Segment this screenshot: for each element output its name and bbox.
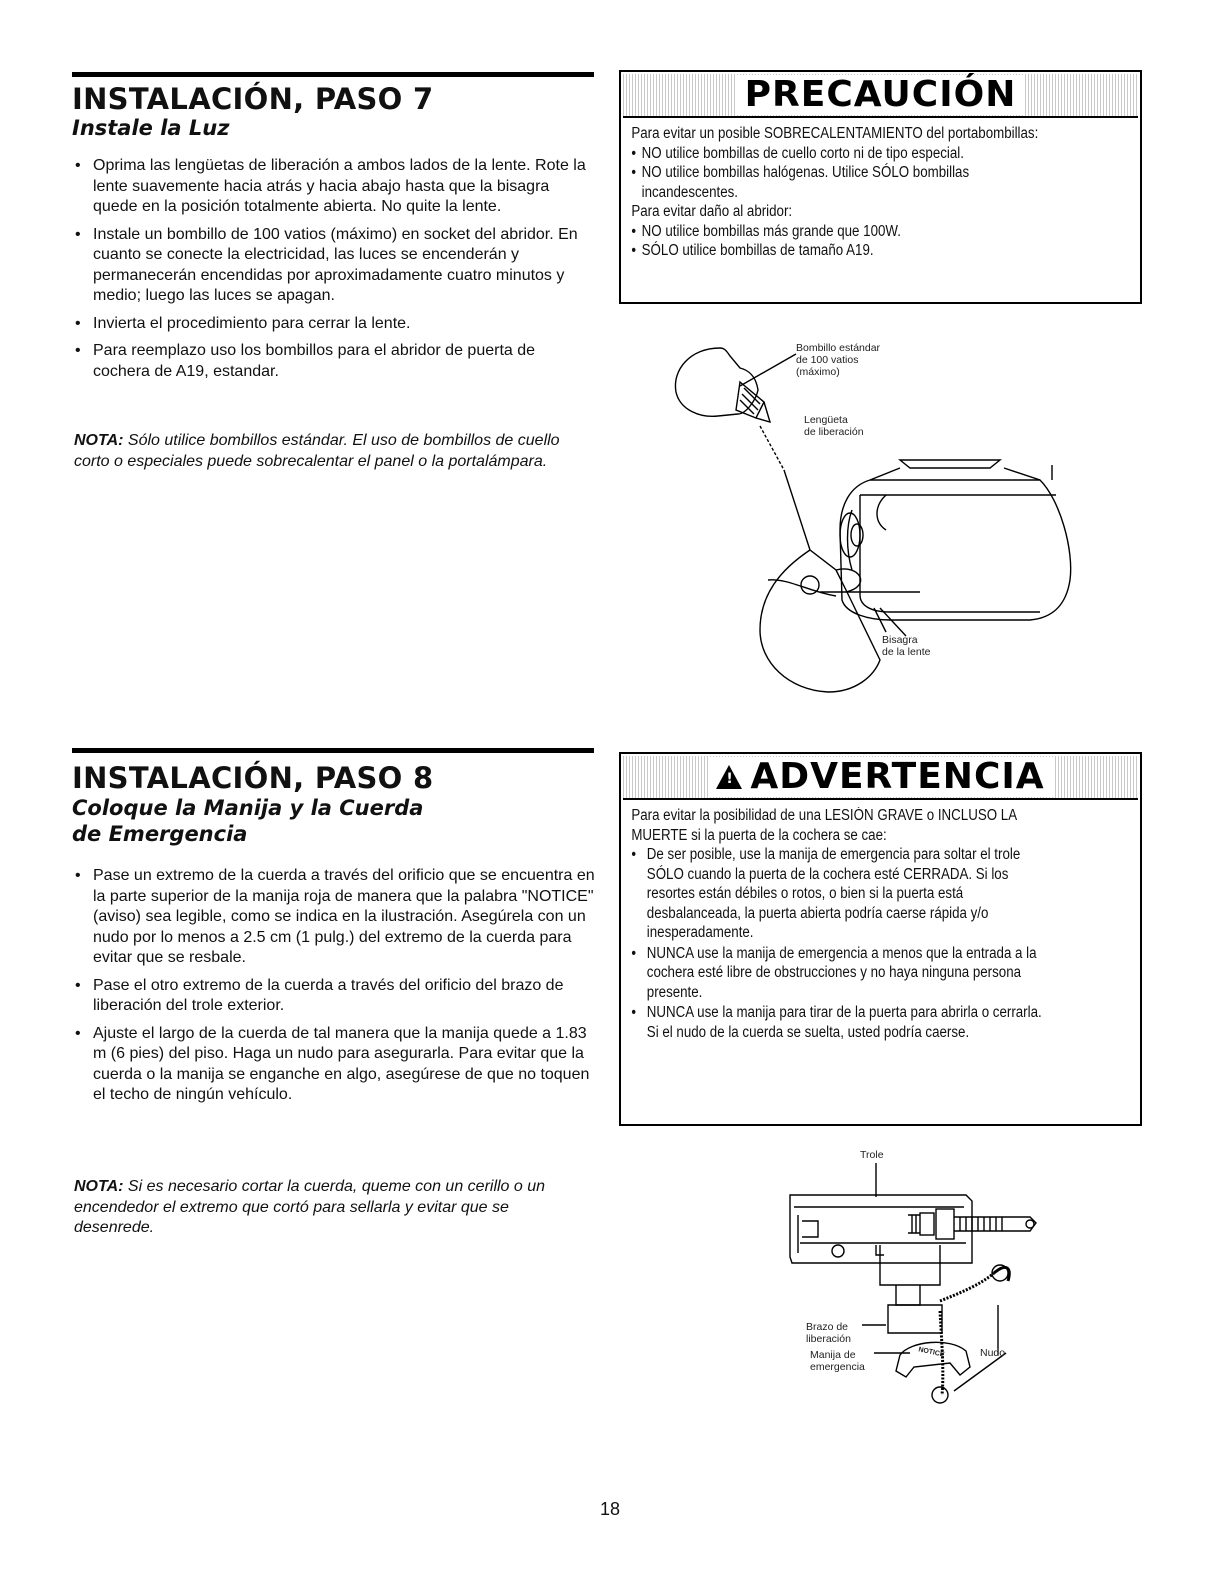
list-item: • NO utilice bombillas halógenas. Utilice SÓLO bombillas incandescentes. <box>631 163 1009 202</box>
warning-body <box>621 800 1060 1051</box>
list-item: • Ajuste el largo de la cuerda de tal manera que la manija quede a 1.83 m (6 pies) del piso. Haga un nudo para asegurarla. Para evitar que la cuerda o la manija se enganche en algo, asegúrese de que no toquen el techo de ningún vehículo. <box>74 1024 596 1106</box>
label-release-tab: Lengüeta de liberación <box>804 414 864 438</box>
list-item: • NUNCA use la manija para tirar de la puerta para abrirla o cerrarla. Si el nudo de la cuerda se suelta, usted podría caerse. <box>631 1003 1049 1042</box>
warning-triangle-icon: ! <box>716 765 742 789</box>
note-text: Sólo utilice bombillos estándar. El uso de bombillos de cuello corto o especiales puede sobrecalentar el panel o la portalámpara. <box>74 432 560 470</box>
step7-title: INSTALACIÓN, PASO 7 <box>72 82 434 116</box>
trolley-release-figure <box>780 1145 1060 1405</box>
list-item: • Para reemplazo uso los bombillos para el abridor de puerta de cochera de A19, estandar. <box>74 341 596 382</box>
handle-notice-text: NOTICE <box>917 1346 945 1359</box>
label-emergency-handle: Manija de emergencia <box>810 1349 865 1373</box>
caution-header <box>623 74 1138 118</box>
list-item: • NUNCA use la manija de emergencia a menos que la entrada a la cochera esté libre de obstrucciones y no haya ninguna persona presente. <box>631 944 1049 1003</box>
step8-subtitle-line-1: Coloque la Manija y la Cuerda <box>72 796 424 820</box>
note-label: NOTA: <box>74 1178 124 1195</box>
step8-title: INSTALACIÓN, PASO 8 <box>72 761 434 795</box>
caution-intro-1: Para evitar un posible SOBRECALENTAMIENTO del portabombillas: <box>631 125 1039 142</box>
step8-note <box>74 1177 589 1239</box>
step8-bullet-list <box>74 866 596 1113</box>
list-item: • Pase el otro extremo de la cuerda a través del orificio del brazo de liberación del trole exterior. <box>74 976 596 1017</box>
list-item: • Invierta el procedimiento para cerrar la lente. <box>74 314 596 335</box>
caution-intro-2: Para evitar daño al abridor: <box>631 203 793 220</box>
label-release-arm: Brazo de liberación <box>806 1321 851 1345</box>
step7-rule <box>72 72 594 77</box>
step7-note <box>74 431 574 472</box>
list-item: • De ser posible, use la manija de emergencia para soltar el trole SÓLO cuando la puerta de la cochera esté CERRADA. Si los resortes están débiles o rotos, o bien si la puerta está desbalanceada, la puerta abierta podría caerse rápida y/o inesperadamente. <box>631 845 1049 943</box>
list-item: • NO utilice bombillas más grande que 100W. <box>631 222 1109 242</box>
caution-body <box>621 118 1120 269</box>
note-text: Si es necesario cortar la cuerda, queme con un cerillo o un encendedor el extremo que cortó para sellarla y evitar que se desenrede. <box>74 1178 546 1236</box>
light-installation-figure <box>660 330 1080 700</box>
warning-header <box>623 756 1138 800</box>
warning-title <box>708 757 1052 797</box>
step8-rule <box>72 748 594 753</box>
warning-title-text: ADVERTENCIA <box>750 756 1045 797</box>
warning-intro: Para evitar la posibilidad de una LESIÓN GRAVE o INCLUSO LA MUERTE si la puerta de la cochera se cae: <box>631 807 1017 844</box>
step7-bullet-list <box>74 156 596 389</box>
label-knot: Nudo <box>980 1347 1006 1359</box>
label-trolley: Trole <box>860 1149 884 1161</box>
step7-subtitle: Instale la Luz <box>72 116 230 140</box>
page-number: 18 <box>600 1499 621 1519</box>
list-item: • Oprima las lengüetas de liberación a ambos lados de la lente. Rote la lente suavemente hacia atrás y hacia abajo hasta que la bisagra quede en la posición totalmente abierta. No quite la lente. <box>74 156 596 218</box>
caution-list-1 <box>631 144 1109 203</box>
warning-box <box>619 752 1142 1126</box>
caution-title: PRECAUCIÓN <box>737 75 1025 115</box>
caution-list-2 <box>631 222 1109 261</box>
label-lens-hinge: Bisagra de la lente <box>882 634 931 658</box>
caution-box <box>619 70 1142 304</box>
list-item: • Pase un extremo de la cuerda a través del orificio que se encuentra en la parte superior de la manija roja de manera que la palabra "NOTICE" (aviso) sea legible, como se indica en la ilustración. Asegúrela con un nudo por lo menos a 2.5 cm (1 pulg.) del extremo de la cuerda para evitar que se resbale. <box>74 866 596 969</box>
opener-lens-illustration <box>660 330 1080 700</box>
warning-list <box>631 845 1049 1042</box>
note-label: NOTA: <box>74 432 124 449</box>
list-item: • NO utilice bombillas de cuello corto ni de tipo especial. <box>631 144 1109 164</box>
label-standard-bulb: Bombillo estándar de 100 vatios (máximo) <box>796 342 881 378</box>
list-item: • Instale un bombillo de 100 vatios (máximo) en socket del abridor. En cuanto se conecte la electricidad, las luces se encenderán y permanecerán encendidas por aproximadamente cuatro minutos y medio; luego las luces se apagan. <box>74 225 596 307</box>
list-item: • SÓLO utilice bombillas de tamaño A19. <box>631 241 1109 261</box>
step8-subtitle-line-2: de Emergencia <box>72 822 248 846</box>
